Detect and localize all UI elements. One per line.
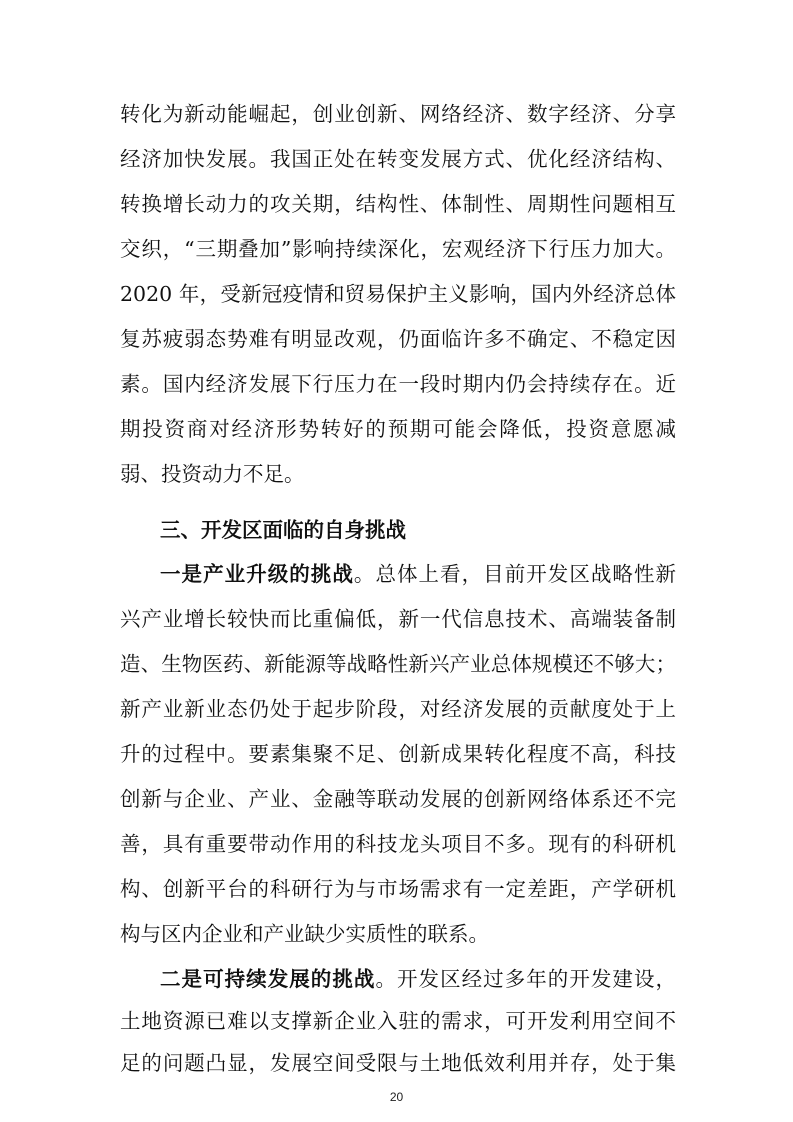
- text-line: 转化为新动能崛起，创业创新、网络经济、数字经济、分享: [120, 102, 676, 126]
- paragraph-lead: 一是产业升级的挑战: [160, 562, 354, 586]
- section-heading: 三、开发区面临的自身挑战: [160, 518, 406, 542]
- page-number: 20: [389, 1090, 404, 1104]
- text-line: 造、生物医药、新能源等战略性新兴产业总体规模还不够大；: [120, 652, 676, 676]
- text-line: 足的问题凸显，发展空间受限与土地低效利用并存，处于集: [120, 1051, 676, 1075]
- text-run: 。总体上看，目前开发区战略性新: [353, 562, 677, 586]
- text-line: 弱、投资动力不足。: [120, 462, 305, 486]
- text-line: 升的过程中。要素集聚不足、创新成果转化程度不高，科技: [120, 742, 676, 766]
- text-line-first: [160, 965, 676, 993]
- text-line: 转换增长动力的攻关期，结构性、体制性、周期性问题相互: [120, 192, 676, 216]
- text-line: 善，具有重要带动作用的科技龙头项目不多。现有的科研机: [120, 832, 676, 856]
- text-line: 构、创新平台的科研行为与市场需求有一定差距，产学研机: [120, 877, 676, 901]
- text-line: 2020 年，受新冠疫情和贸易保护主义影响，国内外经济总体: [120, 282, 676, 306]
- text-line: 期投资商对经济形势转好的预期可能会降低，投资意愿减: [120, 417, 676, 441]
- text-run: 。开发区经过多年的开发建设，: [375, 967, 677, 991]
- text-line: 构与区内企业和产业缺少实质性的联系。: [120, 922, 489, 946]
- paragraph-lead: 二是可持续发展的挑战: [160, 967, 376, 991]
- text-line: 兴产业增长较快而比重偏低，新一代信息技术、高端装备制: [120, 607, 676, 631]
- text-line: 交织，“三期叠加”影响持续深化，宏观经济下行压力加大。: [120, 237, 676, 261]
- text-line: 创新与企业、产业、金融等联动发展的创新网络体系还不完: [120, 787, 676, 811]
- text-line: 土地资源已难以支撑新企业入驻的需求，可开发利用空间不: [120, 1009, 676, 1033]
- text-line: 复苏疲弱态势难有明显改观，仍面临许多不确定、不稳定因: [120, 327, 676, 351]
- text-line-first: [160, 560, 676, 588]
- text-line: 经济加快发展。我国正处在转变发展方式、优化经济结构、: [120, 147, 676, 171]
- text-line: 新产业新业态仍处于起步阶段，对经济发展的贡献度处于上: [120, 697, 676, 721]
- text-line: 素。国内经济发展下行压力在一段时期内仍会持续存在。近: [120, 372, 676, 396]
